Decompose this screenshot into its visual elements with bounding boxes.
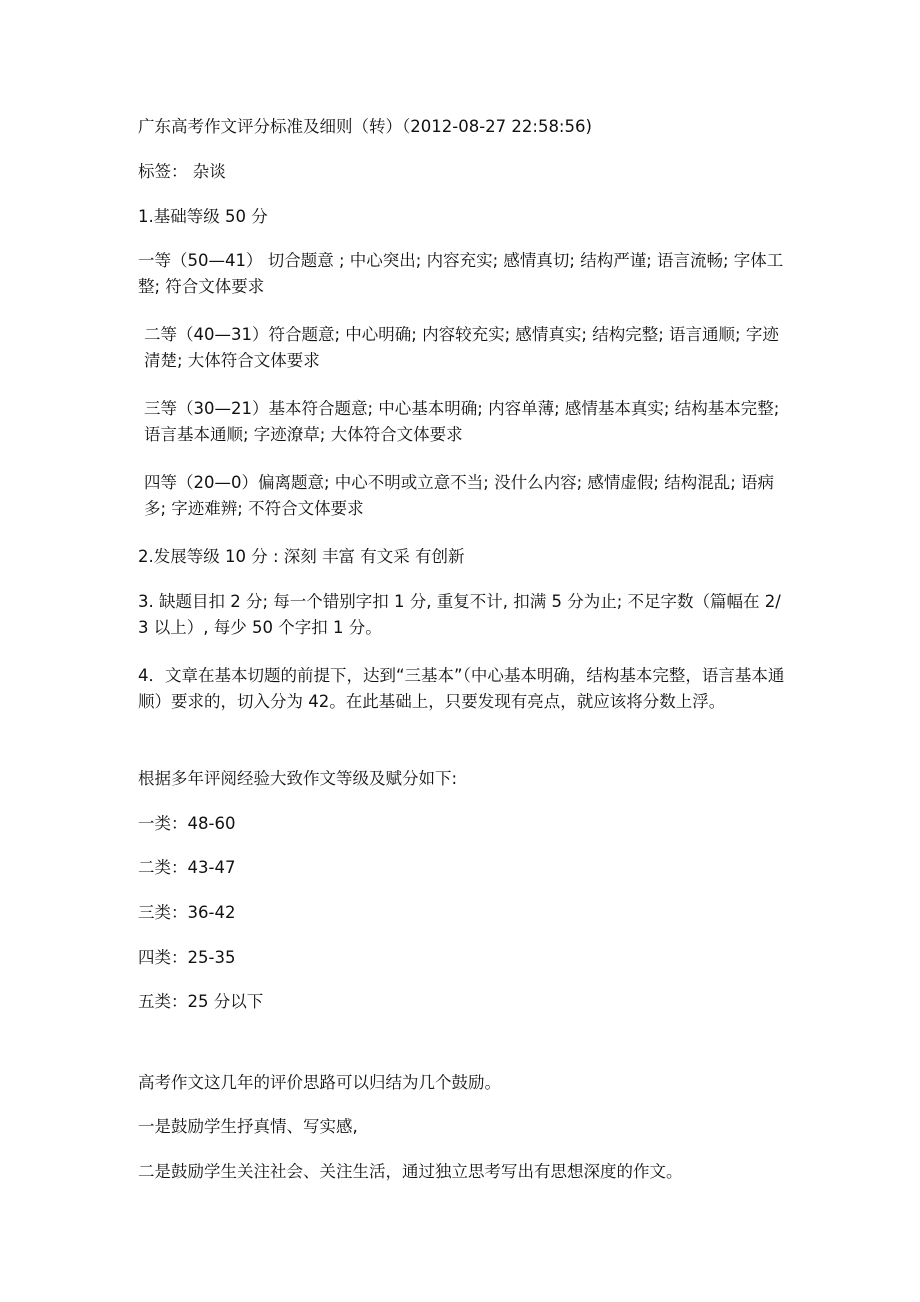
category-item: 五类：25 分以下 — [138, 992, 264, 1011]
categories-intro: 根据多年评阅经验大致作文等级及赋分如下: — [138, 769, 458, 788]
category-item: 三类：36-42 — [138, 903, 236, 922]
category-item: 一类：48-60 — [138, 814, 236, 833]
section3-deductions: 3. 缺题目扣 2 分; 每一个错别字扣 1 分, 重复不计, 扣满 5 分为止; 不足字数（篇幅在 2/3 以上）, 每少 50 个字扣 1 分。 — [138, 592, 781, 637]
ideas-intro: 高考作文这几年的评价思路可以归结为几个鼓励。 — [138, 1073, 501, 1092]
grade1-criteria: 一等（50—41） 切合题意 ; 中心突出; 内容充实; 感情真切; 结构严谨; 语言流畅; 字体工整; 符合文体要求 — [138, 251, 784, 296]
section1-heading: 1.基础等级 50 分 — [138, 207, 268, 226]
section4-entry-score: 4．文章在基本切题的前提下，达到“三基本”（中心基本明确，结构基本完整，语言基本通顺）要求的，切入分为 42。在此基础上，只要发现有亮点，就应该将分数上浮。 — [138, 666, 785, 711]
category-item: 二类：43-47 — [138, 858, 236, 877]
section2-development: 2.发展等级 10 分 : 深刻 丰富 有文采 有创新 — [138, 547, 465, 566]
grade3-criteria: 三等（30—21）基本符合题意; 中心基本明确; 内容单薄; 感情基本真实; 结构基本完整; 语言基本通顺; 字迹潦草; 大体符合文体要求 — [144, 399, 780, 444]
grade2-criteria: 二等（40—31）符合题意; 中心明确; 内容较充实; 感情真实; 结构完整; 语言通顺; 字迹清楚; 大体符合文体要求 — [144, 325, 779, 370]
tags-line: 标签： 杂谈 — [138, 162, 226, 181]
document-title: 广东高考作文评分标准及细则（转）（2012-08-27 22:58:56) — [138, 117, 592, 136]
category-item: 四类：25-35 — [138, 948, 236, 967]
grade4-criteria: 四等（20—0）偏离题意; 中心不明或立意不当; 没什么内容; 感情虚假; 结构混乱; 语病多; 字迹难辨; 不符合文体要求 — [144, 473, 775, 518]
idea-item: 一是鼓励学生抒真情、写实感, — [138, 1117, 358, 1136]
idea-item: 二是鼓励学生关注社会、关注生活，通过独立思考写出有思想深度的作文。 — [138, 1162, 683, 1181]
